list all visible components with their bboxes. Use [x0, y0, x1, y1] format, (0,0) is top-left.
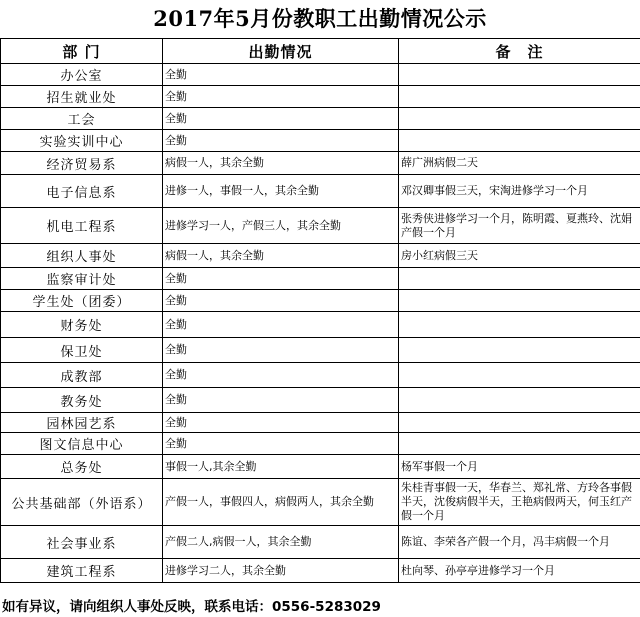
table-row: [1, 363, 640, 388]
attendance-cell: 全勤: [163, 388, 399, 413]
department-cell: 社会事业系: [1, 526, 163, 559]
table-row: [1, 108, 640, 130]
attendance-cell: 进修学习二人，其余全勤: [163, 559, 399, 583]
department-cell: 成教部: [1, 363, 163, 388]
table-row: [1, 64, 640, 86]
table-row: [1, 175, 640, 208]
remarks-cell: 朱桂青事假一天，华春兰、郑礼常、方玲各事假半天，沈俊病假半天，王艳病假两天，何玉红产假一个月: [399, 479, 640, 526]
remarks-cell: [399, 268, 640, 290]
attendance-cell: 全勤: [163, 130, 399, 152]
table-row: [1, 290, 640, 312]
department-cell: 机电工程系: [1, 208, 163, 244]
department-cell: 电子信息系: [1, 175, 163, 208]
attendance-cell: 病假一人，其余全勤: [163, 244, 399, 268]
attendance-cell: 全勤: [163, 64, 399, 86]
attendance-cell: 全勤: [163, 268, 399, 290]
remarks-cell: [399, 363, 640, 388]
attendance-cell: 病假一人，其余全勤: [163, 152, 399, 175]
attendance-cell: 全勤: [163, 108, 399, 130]
remarks-cell: 房小红病假三天: [399, 244, 640, 268]
remarks-cell: [399, 413, 640, 433]
table-row: [1, 479, 640, 526]
remarks-cell: 杜向琴、孙亭亭进修学习一个月: [399, 559, 640, 583]
column-header-remarks: 备 注: [399, 39, 640, 64]
contact-note: 如有异议，请向组织人事处反映，联系电话：0556-5283029: [2, 599, 381, 615]
attendance-cell: 事假一人,其余全勤: [163, 455, 399, 479]
department-cell: 公共基础部（外语系）: [1, 479, 163, 526]
department-cell: 教务处: [1, 388, 163, 413]
department-cell: 图文信息中心: [1, 433, 163, 455]
department-cell: 办公室: [1, 64, 163, 86]
column-header-attendance: 出勤情况: [163, 39, 399, 64]
remarks-cell: 邓汉卿事假三天，宋淘进修学习一个月: [399, 175, 640, 208]
remarks-cell: [399, 108, 640, 130]
table-row: [1, 152, 640, 175]
table-row: [1, 433, 640, 455]
remarks-cell: [399, 338, 640, 363]
table-row: [1, 208, 640, 244]
table-row: [1, 130, 640, 152]
department-cell: 园林园艺系: [1, 413, 163, 433]
table-row: [1, 338, 640, 363]
attendance-cell: 全勤: [163, 86, 399, 108]
department-cell: 实验实训中心: [1, 130, 163, 152]
department-cell: 组织人事处: [1, 244, 163, 268]
department-cell: 总务处: [1, 455, 163, 479]
department-cell: 工会: [1, 108, 163, 130]
department-cell: 保卫处: [1, 338, 163, 363]
remarks-cell: [399, 388, 640, 413]
department-cell: 经济贸易系: [1, 152, 163, 175]
table-row: [1, 86, 640, 108]
remarks-cell: 张秀侠进修学习一个月，陈明霞、夏燕玲、沈娟产假一个月: [399, 208, 640, 244]
remarks-cell: 薛广洲病假二天: [399, 152, 640, 175]
department-cell: 建筑工程系: [1, 559, 163, 583]
remarks-cell: [399, 312, 640, 338]
attendance-cell: 全勤: [163, 413, 399, 433]
table-header-row: [1, 39, 640, 64]
table-row: [1, 312, 640, 338]
attendance-cell: 进修学习一人，产假三人，其余全勤: [163, 208, 399, 244]
attendance-cell: 进修一人，事假一人，其余全勤: [163, 175, 399, 208]
table-row: [1, 455, 640, 479]
department-cell: 监察审计处: [1, 268, 163, 290]
table-row: [1, 559, 640, 583]
table-row: [1, 244, 640, 268]
table-row: [1, 388, 640, 413]
department-cell: 招生就业处: [1, 86, 163, 108]
remarks-cell: [399, 86, 640, 108]
remarks-cell: [399, 64, 640, 86]
attendance-cell: 全勤: [163, 312, 399, 338]
remarks-cell: 陈谊、李荣各产假一个月，冯丰病假一个月: [399, 526, 640, 559]
table-row: [1, 268, 640, 290]
remarks-cell: [399, 130, 640, 152]
remarks-cell: 杨军事假一个月: [399, 455, 640, 479]
attendance-cell: 全勤: [163, 338, 399, 363]
attendance-cell: 全勤: [163, 433, 399, 455]
attendance-cell: 全勤: [163, 290, 399, 312]
attendance-cell: 产假一人，事假四人，病假两人，其余全勤: [163, 479, 399, 526]
remarks-cell: [399, 433, 640, 455]
attendance-cell: 产假二人,病假一人，其余全勤: [163, 526, 399, 559]
attendance-cell: 全勤: [163, 363, 399, 388]
attendance-table: [0, 38, 640, 583]
page-title: 2017年5月份教职工出勤情况公示: [153, 6, 487, 31]
table-row: [1, 526, 640, 559]
table-row: [1, 413, 640, 433]
department-cell: 财务处: [1, 312, 163, 338]
column-header-department: 部 门: [1, 39, 163, 64]
remarks-cell: [399, 290, 640, 312]
department-cell: 学生处（团委）: [1, 290, 163, 312]
